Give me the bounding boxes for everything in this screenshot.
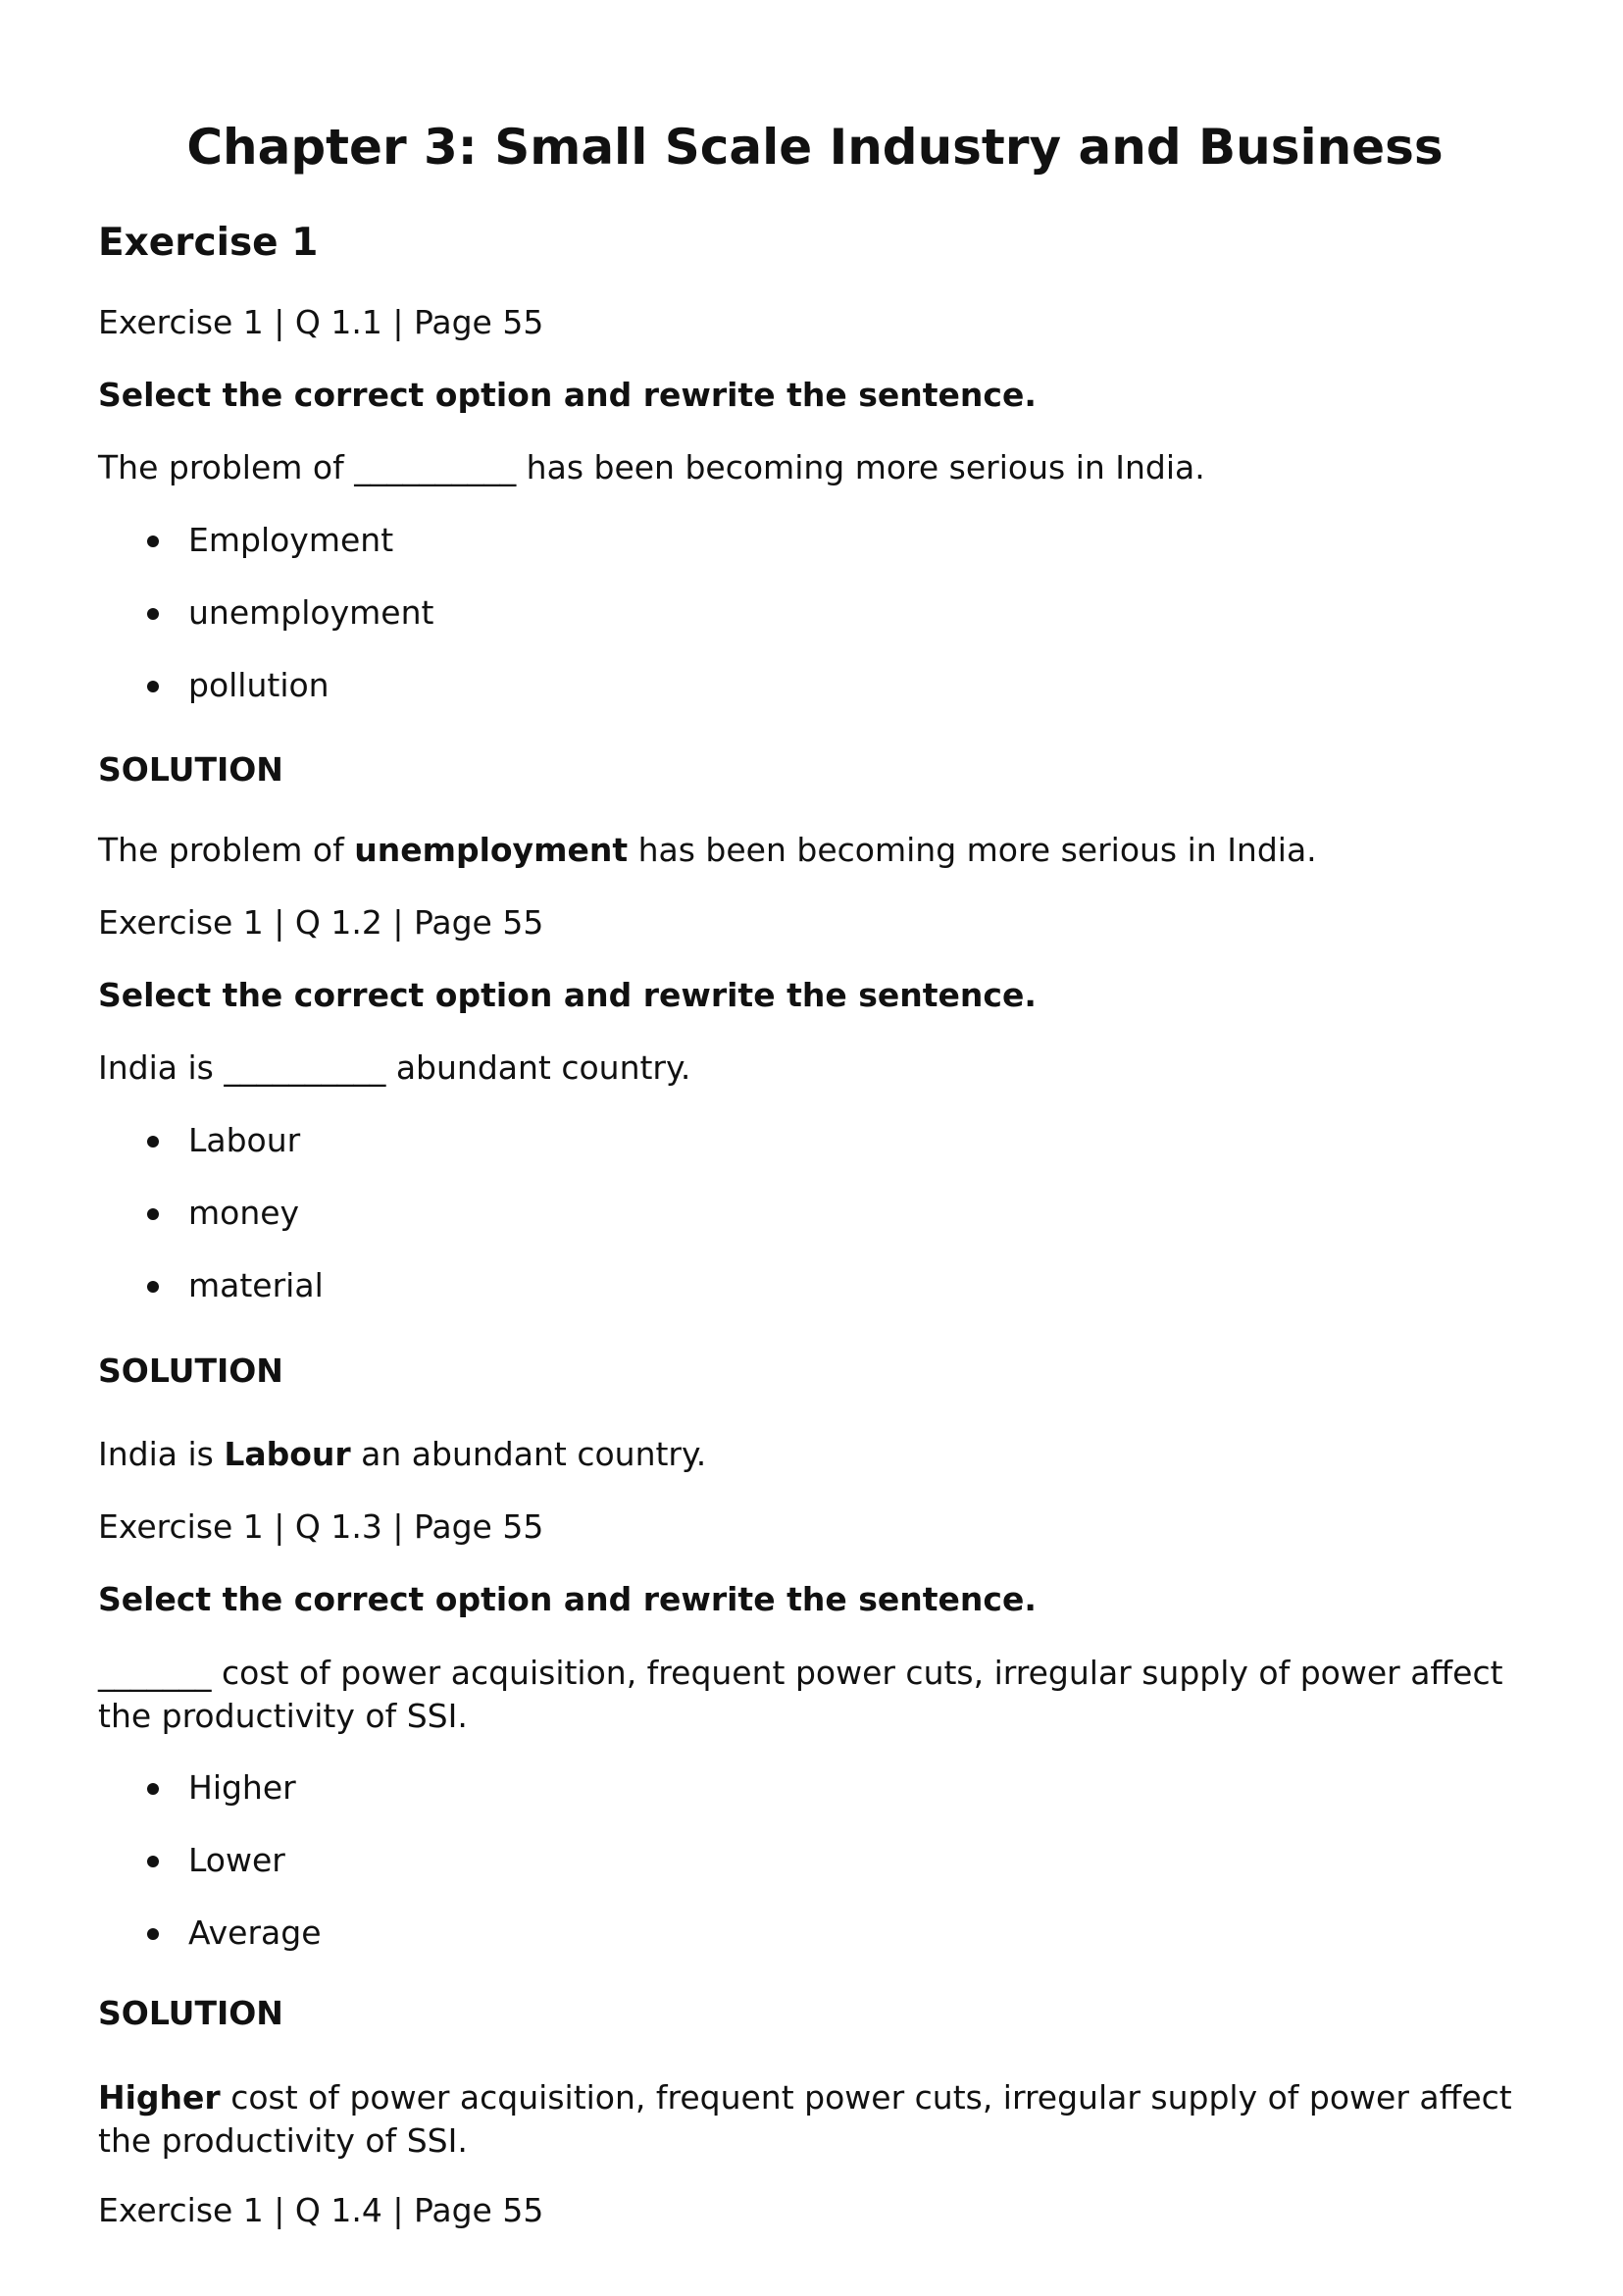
question-reference: Exercise 1 | Q 1.2 | Page 55 — [98, 903, 544, 942]
option-item — [147, 1119, 300, 1162]
option-label: Average — [188, 1913, 322, 1952]
solution-label: SOLUTION — [98, 1352, 283, 1390]
question-instruction: Select the correct option and rewrite the sentence. — [98, 976, 1037, 1014]
chapter-title: Chapter 3: Small Scale Industry and Business — [186, 119, 1444, 176]
answer-highlight: unemployment — [354, 831, 629, 869]
option-label: pollution — [188, 666, 330, 704]
exercise-heading: Exercise 1 — [98, 221, 319, 265]
question-instruction: Select the correct option and rewrite the sentence. — [98, 376, 1037, 414]
option-item — [147, 1264, 324, 1307]
question-prompt: The problem of __________ has been becoming more serious in India. — [98, 448, 1205, 486]
option-label: Employment — [188, 521, 394, 559]
answer-highlight: Labour — [224, 1435, 351, 1473]
option-label: Lower — [188, 1841, 285, 1879]
option-item — [147, 519, 393, 562]
solution-answer — [98, 829, 1317, 872]
option-item — [147, 1766, 296, 1810]
option-label: Labour — [188, 1121, 301, 1159]
solution-answer — [98, 2076, 1530, 2163]
answer-text: The problem of — [98, 831, 355, 869]
option-item — [147, 664, 330, 707]
option-item — [147, 1912, 322, 1955]
question-prompt: _______ cost of power acquisition, frequent power cuts, irregular supply of power affect the productivity of SSI. — [98, 1654, 1503, 1735]
answer-text: India is — [98, 1435, 225, 1473]
question-reference: Exercise 1 | Q 1.4 | Page 55 — [98, 2191, 544, 2229]
option-label: money — [188, 1194, 300, 1232]
solution-answer — [98, 1433, 706, 1476]
option-item — [147, 1192, 299, 1235]
question-prompt: India is __________ abundant country. — [98, 1048, 691, 1087]
question-instruction: Select the correct option and rewrite the sentence. — [98, 1580, 1037, 1618]
question-reference: Exercise 1 | Q 1.1 | Page 55 — [98, 303, 544, 341]
option-label: unemployment — [188, 593, 434, 632]
option-item — [147, 591, 433, 635]
option-item — [147, 1839, 285, 1882]
option-label: material — [188, 1266, 324, 1304]
option-label: Higher — [188, 1768, 296, 1807]
answer-text: an abundant country. — [350, 1435, 707, 1473]
answer-text: cost of power acquisition, frequent power cuts, irregular supply of power affect the productivity of SSI. — [98, 2078, 1512, 2160]
answer-highlight: Higher — [98, 2078, 221, 2117]
question-reference: Exercise 1 | Q 1.3 | Page 55 — [98, 1507, 544, 1546]
solution-label: SOLUTION — [98, 750, 283, 789]
answer-text: has been becoming more serious in India. — [628, 831, 1317, 869]
solution-label: SOLUTION — [98, 1994, 283, 2032]
